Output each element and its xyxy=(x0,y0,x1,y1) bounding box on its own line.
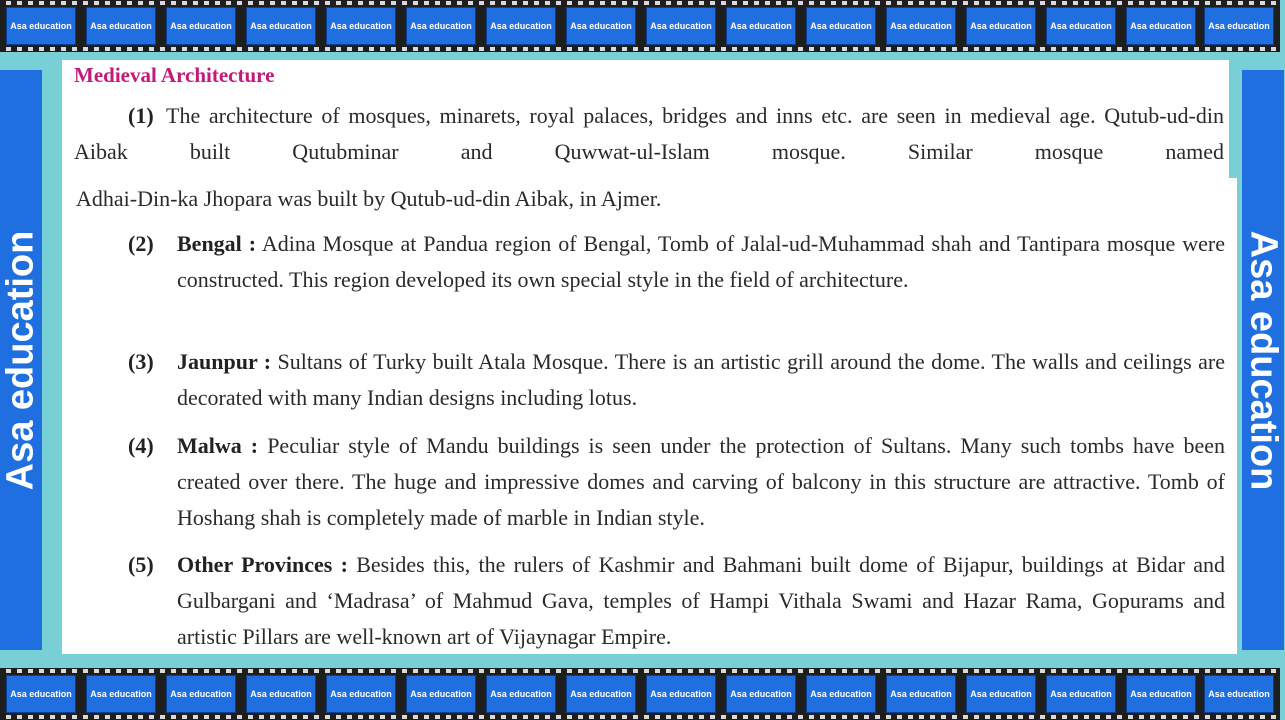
watermark-tile: Asa education xyxy=(646,7,716,45)
item-3-body: Sultans of Turky built Atala Mosque. There is an artistic grill around the dome. The walls and ceilings are decorated with many Indian designs including lotus. xyxy=(177,349,1226,410)
watermark-tile: Asa education xyxy=(566,675,636,713)
item-4-body: Peculiar style of Mandu buildings is seen under the protection of Sultans. Many such tombs have been created over there. The huge and impressive domes and carving of balcony in this structure are attractive. Tomb of Hoshang shah is completely made of marble in Indian style. xyxy=(177,433,1226,530)
watermark-tile: Asa education xyxy=(806,7,876,45)
watermark-tile: Asa education xyxy=(486,7,556,45)
watermark-tile: Asa education xyxy=(326,7,396,45)
watermark-tile: Asa education xyxy=(646,675,716,713)
bottom-film-strip xyxy=(0,668,1280,720)
watermark-tiles-top xyxy=(0,7,1280,45)
watermark-tile: Asa education xyxy=(886,7,956,45)
left-side-banner xyxy=(0,70,42,650)
section-heading: Medieval Architecture xyxy=(74,63,275,87)
watermark-tile: Asa education xyxy=(246,675,316,713)
watermark-tile: Asa education xyxy=(966,7,1036,45)
watermark-tile: Asa education xyxy=(566,7,636,45)
side-watermark-right: Asa education xyxy=(1242,230,1285,490)
watermark-tile: Asa education xyxy=(966,675,1036,713)
watermark-tile: Asa education xyxy=(6,7,76,45)
watermark-tile: Asa education xyxy=(1046,7,1116,45)
film-perforations-top-lower xyxy=(0,47,1280,51)
film-perforations-bottom xyxy=(0,669,1280,673)
watermark-tile: Asa education xyxy=(406,675,476,713)
watermark-tile: Asa education xyxy=(406,7,476,45)
watermark-tiles-bottom xyxy=(0,675,1280,713)
item-number-2: (2) xyxy=(128,231,154,256)
side-watermark-left: Asa education xyxy=(0,230,42,490)
item-5-term: Other Provinces : xyxy=(177,552,348,577)
item-number-3: (3) xyxy=(128,349,154,374)
watermark-tile: Asa education xyxy=(166,7,236,45)
right-side-banner xyxy=(1242,70,1284,650)
film-perforations-top xyxy=(0,1,1280,5)
top-film-strip xyxy=(0,0,1280,52)
watermark-tile: Asa education xyxy=(6,675,76,713)
watermark-tile: Asa education xyxy=(86,7,156,45)
watermark-tile: Asa education xyxy=(1204,675,1274,713)
item-2-body: Adina Mosque at Pandua region of Bengal, Tomb of Jalal-ud-Muhammad shah and Tantipara mosque were constructed. This region developed its own special style in the field of architecture. xyxy=(177,231,1225,292)
watermark-tile: Asa education xyxy=(726,7,796,45)
watermark-tile: Asa education xyxy=(726,675,796,713)
watermark-tile: Asa education xyxy=(1046,675,1116,713)
item-number-1: (1) xyxy=(128,103,154,128)
item-5-text xyxy=(177,547,1225,655)
item-2-term: Bengal : xyxy=(177,231,257,256)
watermark-tile: Asa education xyxy=(1204,7,1274,45)
watermark-tile: Asa education xyxy=(166,675,236,713)
item-3-text xyxy=(177,344,1225,416)
item-1-continuation: Adhai-Din-ka Jhopara was built by Qutub-ud-din Aibak, in Ajmer. xyxy=(76,186,662,211)
item-2-text xyxy=(177,226,1225,298)
film-perforations-bottom-lower xyxy=(0,715,1280,719)
item-4-text xyxy=(177,428,1225,536)
item-number-4: (4) xyxy=(128,433,154,458)
watermark-tile: Asa education xyxy=(246,7,316,45)
item-number-5: (5) xyxy=(128,552,154,577)
watermark-tile: Asa education xyxy=(486,675,556,713)
page-edge-notch xyxy=(1229,60,1237,178)
watermark-tile: Asa education xyxy=(86,675,156,713)
watermark-tile: Asa education xyxy=(1126,7,1196,45)
item-1-text: The architecture of mosques, minarets, royal palaces, bridges and inns etc. are seen in medieval age. Qutub-ud-din Aibak built Qutubminar and Quwwat-ul-Islam mosque. Similar mosque named xyxy=(74,103,1224,164)
item-4-term: Malwa : xyxy=(177,433,259,458)
item-3-term: Jaunpur : xyxy=(177,349,272,374)
watermark-tile: Asa education xyxy=(326,675,396,713)
watermark-tile: Asa education xyxy=(806,675,876,713)
watermark-tile: Asa education xyxy=(886,675,956,713)
watermark-tile: Asa education xyxy=(1126,675,1196,713)
item-5-body: Besides this, the rulers of Kashmir and Bahmani built dome of Bijapur, buildings at Bidar and Gulbargani and ‘Madrasa’ of Mahmud Gava, temples of Hampi Vithala Swami and Hazar Rama, Gopurams and artistic Pillars are well-known art of Vijaynagar Empire. xyxy=(177,552,1225,649)
